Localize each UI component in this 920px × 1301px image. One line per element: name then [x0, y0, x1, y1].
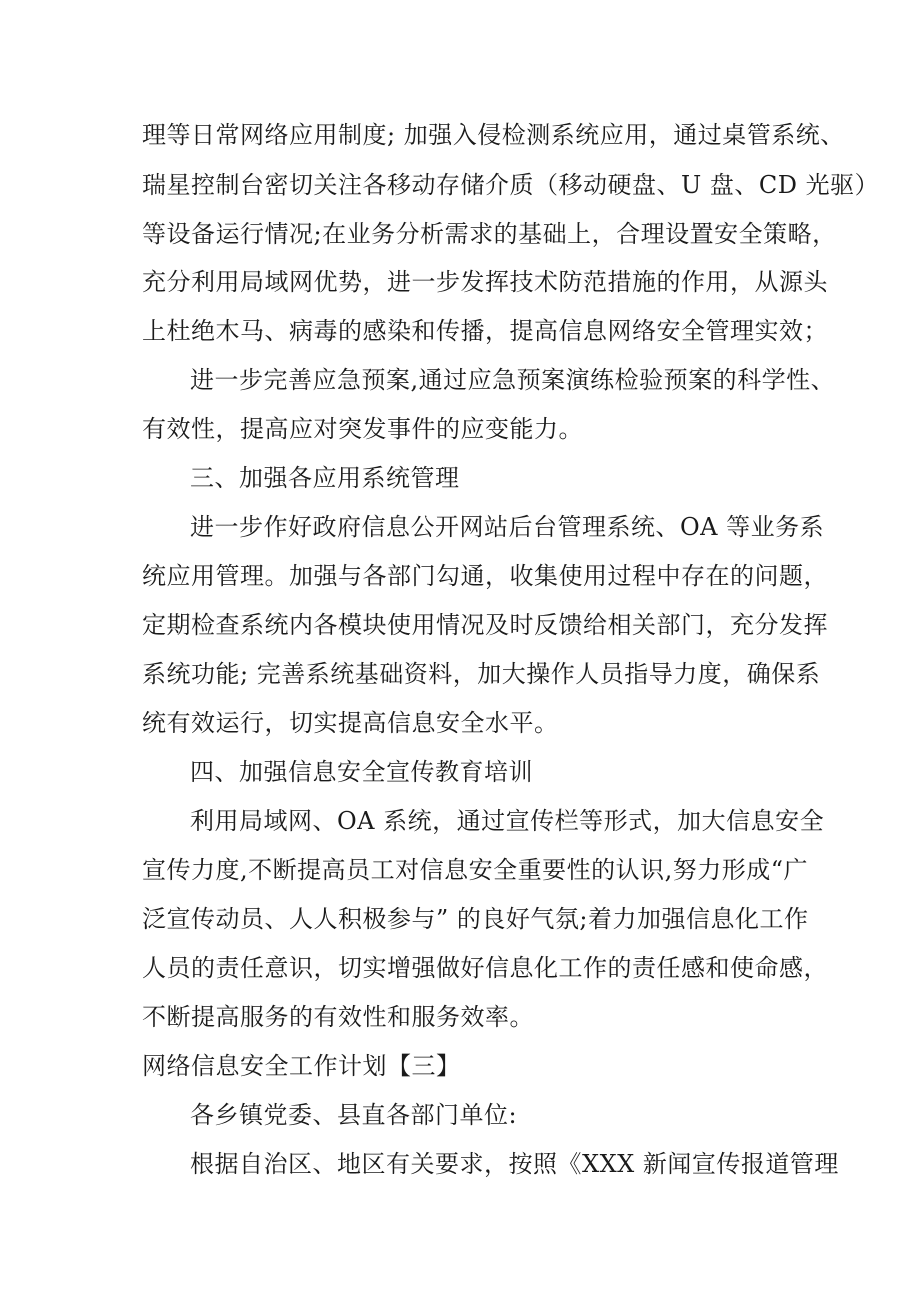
body-line: 有效性，提高应对突发事件的应变能力。	[142, 415, 583, 443]
body-line: 瑞星控制台密切关注各移动存储介质（移动硬盘、U 盘、CD 光驱）	[142, 171, 880, 199]
body-line: 统有效运行，切实提高信息安全水平。	[142, 709, 559, 737]
section-heading: 三、加强各应用系统管理	[190, 464, 460, 492]
body-line: 理等日常网络应用制度; 加强入侵检测系统应用，通过桌管系统、	[142, 121, 845, 149]
body-line: 不断提高服务的有效性和服务效率。	[142, 1003, 534, 1031]
body-line: 宣传力度,不断提高员工对信息安全重要性的认识,努力形成“广	[142, 856, 809, 884]
body-line: 等设备运行情况;在业务分析需求的基础上，合理设置安全策略，	[142, 220, 837, 248]
section-heading: 四、加强信息安全宣传教育培训	[190, 758, 533, 786]
paragraph-first-line: 进一步作好政府信息公开网站后台管理系统、OA 等业务系	[190, 513, 825, 541]
body-line: 统应用管理。加强与各部门勾通，收集使用过程中存在的问题，	[142, 562, 828, 590]
body-line: 上杜绝木马、病毒的感染和传播，提高信息网络安全管理实效；	[142, 317, 828, 345]
body-line: 充分利用局域网优势，进一步发挥技术防范措施的作用，从源头	[142, 268, 828, 296]
salutation: 各乡镇党委、县直各部门单位:	[190, 1101, 518, 1129]
paragraph-first-line: 根据自治区、地区有关要求，按照《XXX 新闻宣传报道管理	[190, 1150, 839, 1178]
paragraph-first-line: 利用局域网、OA 系统，通过宣传栏等形式，加大信息安全	[190, 807, 825, 835]
document-title: 网络信息安全工作计划【三】	[142, 1052, 461, 1080]
body-line: 人员的责任意识，切实增强做好信息化工作的责任感和使命感，	[142, 954, 828, 982]
paragraph-first-line: 进一步完善应急预案,通过应急预案演练检验预案的科学性、	[190, 366, 836, 394]
body-line: 泛宣传动员、人人积极参与” 的良好气氛;着力加强信息化工作	[142, 905, 809, 933]
body-line: 定期检查系统内各模块使用情况及时反馈给相关部门，充分发挥	[142, 611, 828, 639]
body-line: 系统功能; 完善系统基础资料，加大操作人员指导力度，确保系	[142, 660, 821, 688]
